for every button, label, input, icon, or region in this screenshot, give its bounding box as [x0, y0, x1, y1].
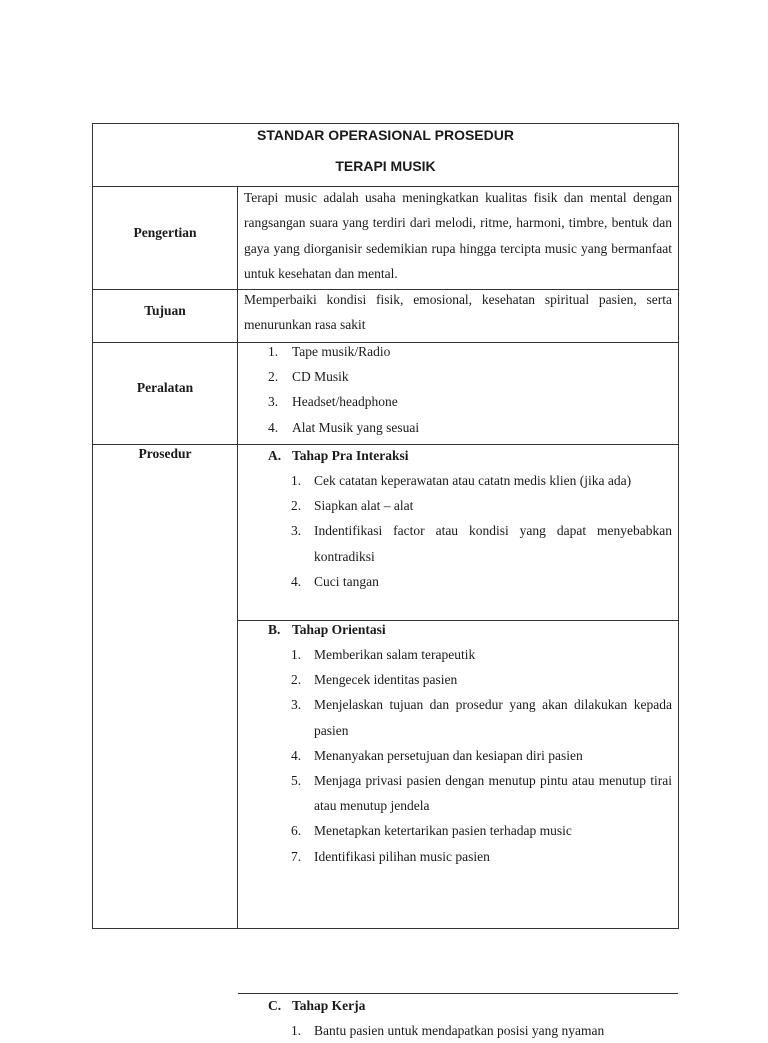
row-label [93, 186, 238, 289]
row-prosedur [93, 445, 678, 1038]
label-tujuan: Tujuan [144, 303, 186, 318]
stage-heading: C. Tahap Kerja [268, 998, 366, 1013]
list-item: 2. Siapkan alat – alat [291, 498, 414, 514]
row-content [238, 186, 678, 289]
row-pengertian [93, 186, 678, 290]
list-item: 1. Cek catatan keperawatan atau catatn medis klien (jika ada) [291, 473, 632, 488]
list-item: 2. Mengecek identitas pasien [291, 672, 458, 688]
pengertian-text: Terapi music adalah usaha meningkatkan kualitas fisik dan mental dengan rangsangan suara yang terdiri dari melodi, ritme, harmoni, timbre, bentuk dan gaya yang diorganisir sedemikian rupa hingga tercipta music yang bermanfaat untuk kesehatan dan mental. [244, 190, 672, 281]
list-item: 3. Indentifikasi factor atau kondisi yang dapat menyebabkan kontradiksi [291, 523, 672, 564]
document-subtitle: TERAPI MUSIK [335, 158, 436, 174]
sop-table [92, 123, 679, 1038]
title-block [93, 124, 678, 187]
stage-steps [244, 1018, 672, 1043]
list-item: 7. Identifikasi pilihan music pasien [291, 848, 490, 864]
row-content [238, 290, 678, 342]
stage-heading: B. Tahap Orientasi [268, 622, 386, 637]
row-label [93, 343, 238, 444]
list-item: 6. Menetapkan ketertarikan pasien terhadap music [291, 823, 572, 839]
list-item: 5. Menjaga privasi pasien dengan menutup pintu atau menutup tirai atau menutup jendela [291, 773, 672, 814]
list-item: 4. Menanyakan persetujuan dan kesiapan diri pasien [291, 747, 583, 763]
list-item: 1. Memberikan salam terapeutik [291, 647, 476, 662]
label-peralatan: Peralatan [136, 380, 194, 395]
list-item: 3. Menjelaskan tujuan dan prosedur yang akan dilakukan kepada pasien [291, 697, 672, 738]
row-label [93, 445, 238, 928]
stage-steps [244, 468, 672, 594]
stage-a [238, 443, 678, 623]
label-prosedur: Prosedur [138, 446, 192, 461]
row-peralatan [93, 343, 678, 445]
list-item: 3. Headset/headphone [268, 394, 398, 410]
list-item: 1. Bantu pasien untuk mendapatkan posisi yang nyaman [291, 1023, 605, 1038]
row-content [238, 343, 678, 444]
list-item: 4. Cuci tangan [291, 573, 379, 589]
list-item: 2. CD Musik [268, 369, 349, 385]
label-pengertian: Pengertian [133, 225, 197, 240]
list-item: 4. Alat Musik yang sesuai [268, 419, 420, 435]
list-item: 1. Tape musik/Radio [268, 344, 391, 359]
document-title: STANDAR OPERASIONAL PROSEDUR [257, 127, 514, 143]
row-label [93, 290, 238, 342]
stage-heading: A. Tahap Pra Interaksi [268, 448, 409, 463]
equipment-list [244, 339, 672, 440]
row-tujuan [93, 290, 678, 343]
tujuan-text: Memperbaiki kondisi fisik, emosional, kesehatan spiritual pasien, serta menurunkan rasa sakit [244, 292, 672, 333]
stage-b [238, 621, 678, 871]
stage-steps [244, 642, 672, 869]
